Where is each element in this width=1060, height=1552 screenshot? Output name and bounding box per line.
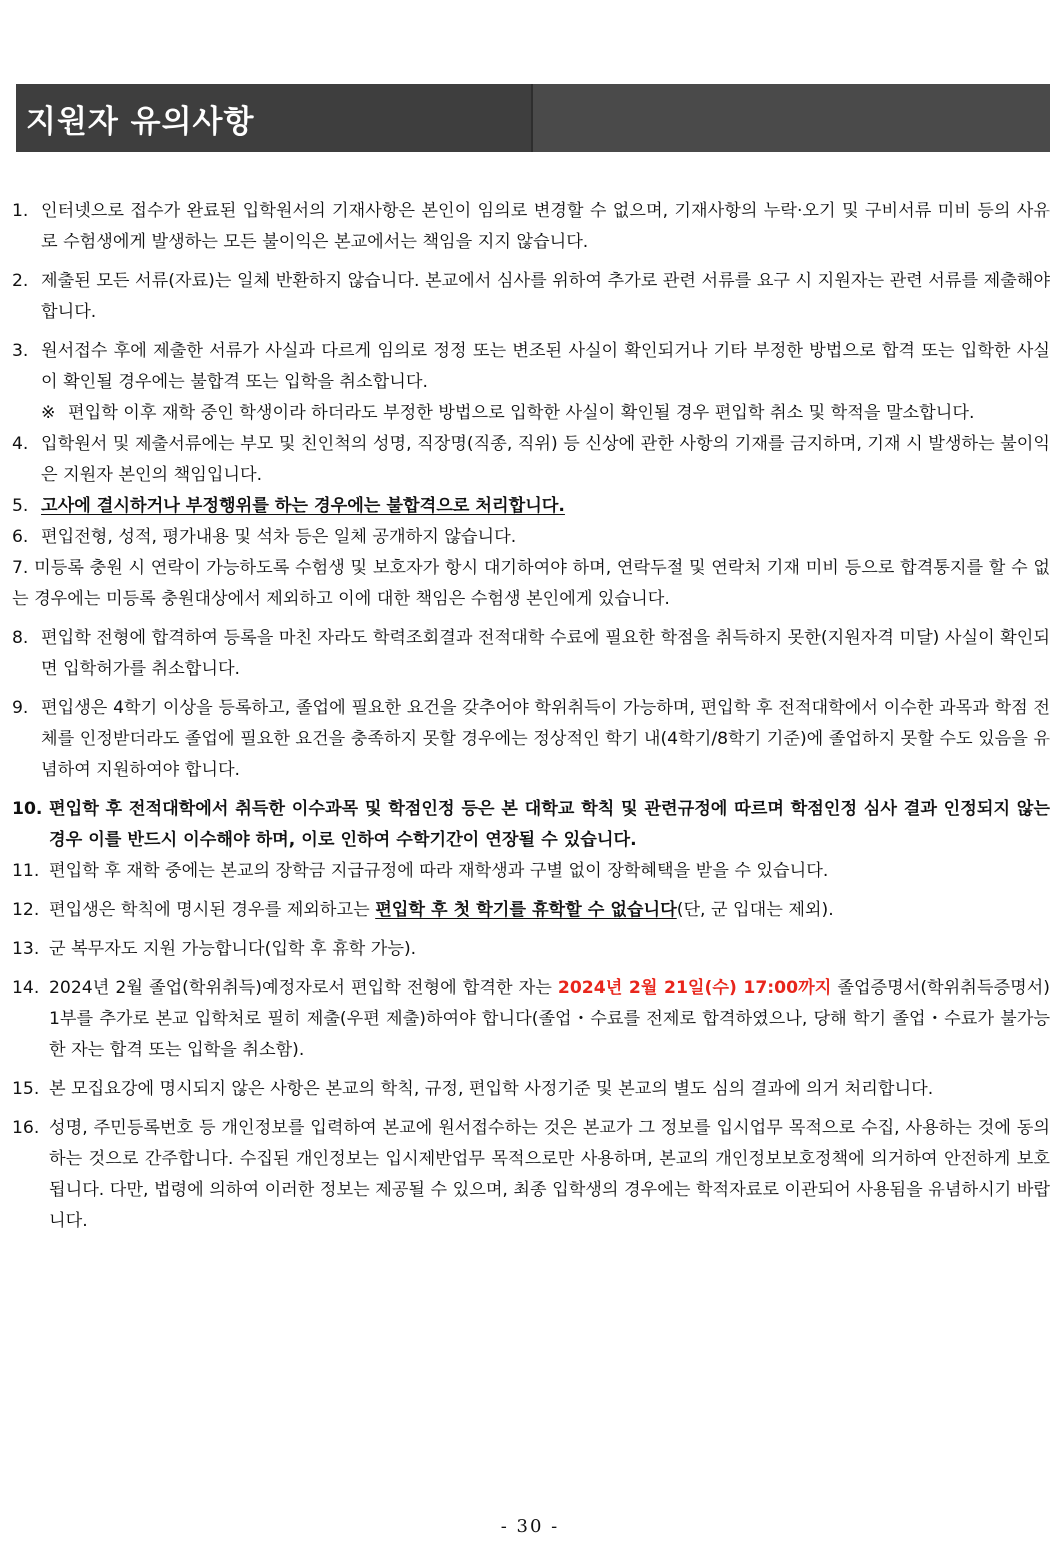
notice-text [12, 973, 1050, 1066]
notice-number: 16. [12, 1118, 40, 1138]
notice-item-16 [12, 1113, 1050, 1237]
deadline-highlight: 2024년 2월 21일(수) 17:00까지 [557, 978, 832, 998]
notice-number: 8. [12, 628, 29, 648]
notice-item-3 [12, 336, 1050, 398]
text-emphasis: 편입학 후 첫 학기를 휴학할 수 없습니다 [375, 900, 677, 920]
section-title: 지원자 유의사항 [16, 84, 531, 152]
notice-item-14 [12, 973, 1050, 1066]
notice-number: 15. [12, 1079, 40, 1099]
notice-list [12, 196, 1050, 1237]
notice-text: 군 복무자도 지원 가능합니다(입학 후 휴학 가능). [49, 939, 417, 959]
page-number: - 30 - [500, 1516, 560, 1537]
notice-number: 2. [12, 271, 29, 291]
notice-item-12 [12, 895, 1050, 926]
notice-item-10 [12, 794, 1050, 856]
notice-item-6 [12, 522, 1050, 553]
notice-number: 13. [12, 939, 40, 959]
text-run: 2024년 2월 졸업(학위취득)예정자로서 편입학 전형에 합격한 자는 [49, 978, 558, 998]
notice-number: 7. [12, 558, 29, 578]
notice-number: 4. [12, 434, 29, 454]
notice-item-2 [12, 266, 1050, 328]
notice-text [12, 895, 1050, 926]
notice-text-emphasis: 고사에 결시하거나 부정행위를 하는 경우에는 불합격으로 처리합니다. [41, 496, 565, 516]
text-run: 졸업증명서(학위취득증명서) 1부를 추가로 본교 입학처로 필히 제출(우편 제출)하여야 합니다(졸업・수료를 전제로 합격하였으나, 당해 학기 졸업・수료가 불가능한 자는 합격 또는 입학을 취소함). [49, 978, 1050, 1060]
notice-text: 제출된 모든 서류(자료)는 일체 반환하지 않습니다. 본교에서 심사를 위하여 추가로 관련 서류를 요구 시 지원자는 관련 서류를 제출해야 합니다. [41, 271, 1050, 322]
notice-number: 14. [12, 978, 40, 998]
text-run: 편입생은 학칙에 명시된 경우를 제외하고는 [49, 900, 376, 920]
notice-text: 편입학 전형에 합격하여 등록을 마친 자라도 학력조회결과 전적대학 수료에 필요한 학점을 취득하지 못한(지원자격 미달) 사실이 확인되면 입학허가를 취소합니다. [41, 628, 1050, 679]
notice-item-4 [12, 429, 1050, 491]
notice-text: 입학원서 및 제출서류에는 부모 및 친인척의 성명, 직장명(직종, 직위) 등 신상에 관한 사항의 기재를 금지하며, 기재 시 발생하는 불이익은 지원자 본인의 책임입니다. [41, 434, 1050, 485]
notice-text: 원서접수 후에 제출한 서류가 사실과 다르게 임의로 정정 또는 변조된 사실이 확인되거나 기타 부정한 방법으로 합격 또는 입학한 사실이 확인될 경우에는 불합격 또는 입학을 취소합니다. [41, 341, 1050, 392]
subnote-text: 편입학 이후 재학 중인 학생이라 하더라도 부정한 방법으로 입학한 사실이 확인될 경우 편입학 취소 및 학적을 말소합니다. [68, 403, 975, 423]
notice-item-8 [12, 623, 1050, 685]
notice-number: 5. [12, 496, 29, 516]
notice-text: 편입전형, 성적, 평가내용 및 석차 등은 일체 공개하지 않습니다. [41, 527, 517, 547]
header-band [531, 84, 1050, 152]
notice-number: 3. [12, 341, 29, 361]
notice-item-5 [12, 491, 1050, 522]
notice-text: 미등록 충원 시 연락이 가능하도록 수험생 및 보호자가 항시 대기하여야 하며, 연락두절 및 연락처 기재 미비 등으로 합격통지를 할 수 없는 경우에는 미등록 충원대상에서 제외하고 이에 대한 책임은 수험생 본인에게 있습니다. [12, 558, 1050, 609]
notice-number: 11. [12, 861, 40, 881]
notice-text: 편입생은 4학기 이상을 등록하고, 졸업에 필요한 요건을 갖추어야 학위취득이 가능하며, 편입학 후 전적대학에서 이수한 과목과 학점 전체를 인정받더라도 졸업에 필요한 요건을 충족하지 못할 경우에는 정상적인 학기 내(4학기/8학기 기준)에 졸업하지 못할 수도 있음을 유념하여 지원하여야 합니다. [41, 698, 1050, 780]
text-run: (단, 군 입대는 제외). [676, 900, 834, 920]
notice-number: 10. [12, 799, 43, 819]
notice-number: 12. [12, 900, 40, 920]
notice-item-1 [12, 196, 1050, 258]
notice-subnote [12, 398, 1050, 429]
reference-mark: ※ [41, 403, 56, 423]
notice-text: 성명, 주민등록번호 등 개인정보를 입력하여 본교에 원서접수하는 것은 본교가 그 정보를 입시업무 목적으로 수집, 사용하는 것에 동의하는 것으로 간주합니다. 수집된 개인정보는 입시제반업무 목적으로만 사용하며, 본교의 개인정보보호정책에 의거하여 안전하게 보호됩니다. 다만, 법령에 의하여 이러한 정보는 제공될 수 있으며, 최종 입학생의 경우에는 학적자료로 이관되어 사용됨을 유념하시기 바랍니다. [49, 1118, 1050, 1231]
notice-text: 인터넷으로 접수가 완료된 입학원서의 기재사항은 본인이 임의로 변경할 수 없으며, 기재사항의 누락·오기 및 구비서류 미비 등의 사유로 수험생에게 발생하는 모든 불이익은 본교에서는 책임을 지지 않습니다. [41, 201, 1050, 252]
notice-item-7 [12, 553, 1050, 615]
notice-number: 1. [12, 201, 29, 221]
section-header [16, 84, 1050, 152]
notice-item-15 [12, 1074, 1050, 1105]
notice-item-9 [12, 693, 1050, 786]
notice-item-13 [12, 934, 1050, 965]
notice-item-11 [12, 856, 1050, 887]
notice-number: 6. [12, 527, 29, 547]
notice-text: 본 모집요강에 명시되지 않은 사항은 본교의 학칙, 규정, 편입학 사정기준 및 본교의 별도 심의 결과에 의거 처리합니다. [49, 1079, 934, 1099]
notice-text: 편입학 후 재학 중에는 본교의 장학금 지급규정에 따라 재학생과 구별 없이 장학혜택을 받을 수 있습니다. [49, 861, 829, 881]
notice-number: 9. [12, 698, 29, 718]
notice-text-emphasis: 편입학 후 전적대학에서 취득한 이수과목 및 학점인정 등은 본 대학교 학칙 및 관련규정에 따르며 학점인정 심사 결과 인정되지 않는 경우 이를 반드시 이수해야 하며, 이로 인하여 수학기간이 연장될 수 있습니다. [49, 799, 1050, 850]
